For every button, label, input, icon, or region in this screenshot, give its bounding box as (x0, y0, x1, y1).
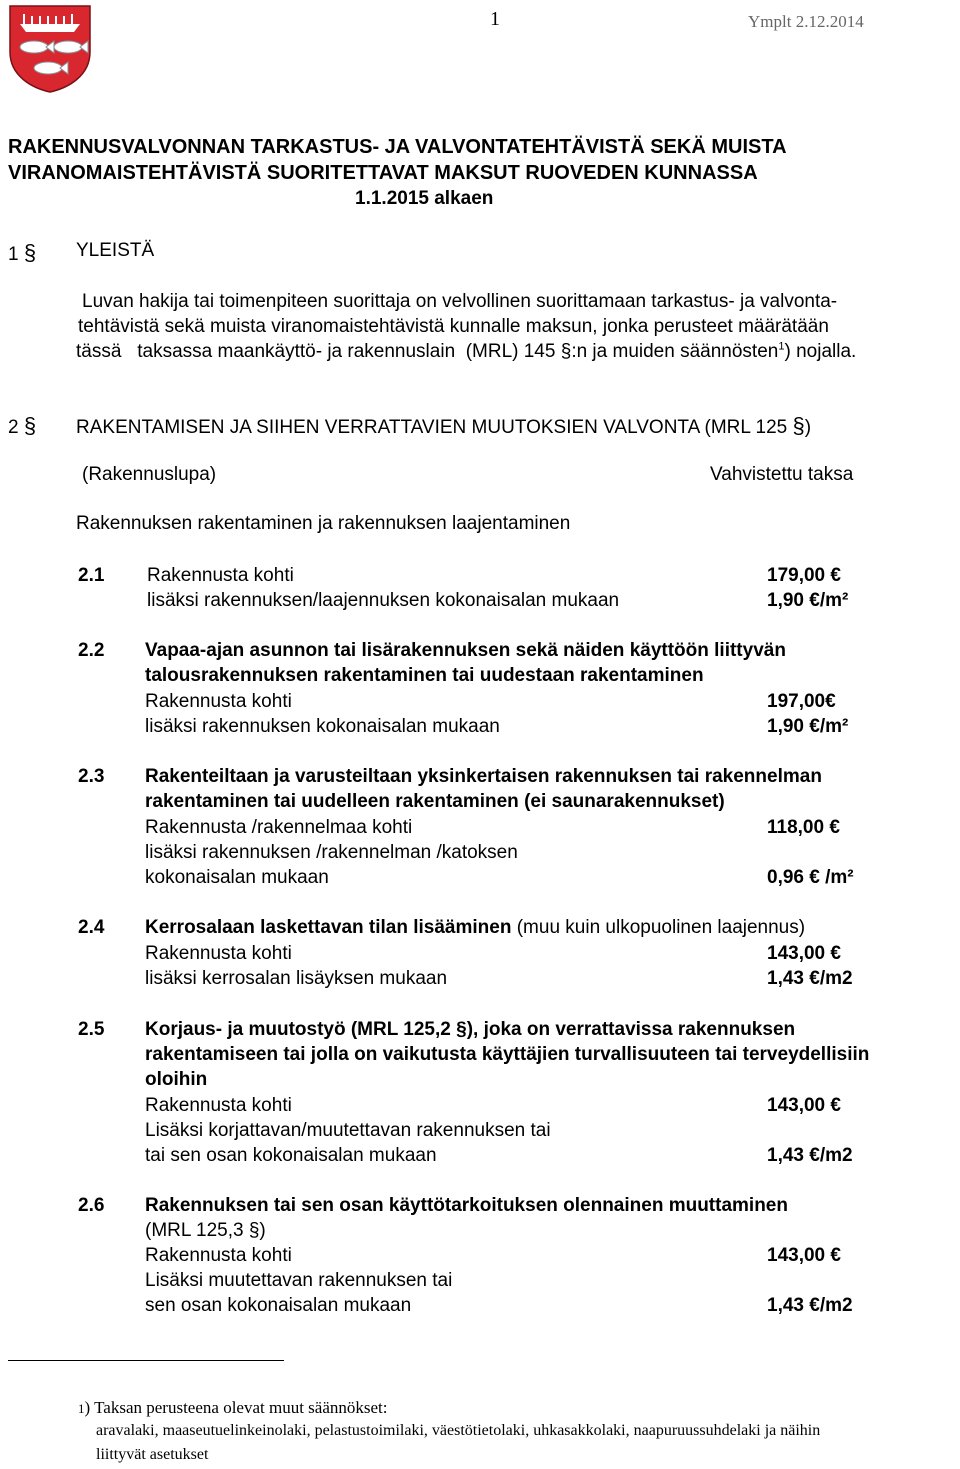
item-2-4-line-2: lisäksi kerrosalan lisäyksen mukaan (145, 968, 448, 989)
item-2-6-amount-3: 1,43 €/m2 (767, 1295, 853, 1316)
item-2-3-line-1: Rakennusta /rakennelmaa kohti (145, 817, 413, 838)
item-2-3-amount-3: 0,96 € /m² (767, 867, 854, 888)
page-number: 1 (490, 8, 500, 30)
item-2-4-line-1: Rakennusta kohti (145, 943, 292, 964)
item-2-6-line-1: Rakennusta kohti (145, 1245, 292, 1266)
item-2-1-number: 2.1 (78, 565, 105, 586)
section-1-paragraph-line-2: tehtävistä sekä muista viranomaistehtävistä kunnalle maksun, jonka perusteet määrätään (78, 316, 829, 337)
item-2-2-amount-1: 197,00€ (767, 691, 836, 712)
municipal-crest-logo (8, 4, 92, 94)
item-2-2-heading-1: Vapaa-ajan asunnon tai lisärakennuksen sekä näiden käyttöön liittyvän (145, 640, 786, 661)
footnote-title: 1) Taksan perusteena olevat muut säännökset: (78, 1398, 388, 1417)
item-2-2-line-2: lisäksi rakennuksen kokonaisalan mukaan (145, 716, 500, 737)
section-1-paragraph-line-3: tässä taksassa maankäyttö- ja rakennuslain (MRL) 145 §:n ja muiden säännösten$^1$) nojalla. (76, 340, 857, 362)
section-2-heading: RAKENTAMISEN JA SIIHEN VERRATTAVIEN MUUTOKSIEN VALVONTA (MRL 125 §) (76, 413, 812, 438)
item-2-3-heading-2: rakentaminen tai uudelleen rakentaminen (ei saunarakennukset) (145, 791, 725, 812)
item-2-4-number: 2.4 (78, 917, 105, 938)
item-2-1-amount-2: 1,90 €/m² (767, 590, 849, 611)
item-2-6-line-3: sen osan kokonaisalan mukaan (145, 1295, 412, 1316)
document-title-line-3: 1.1.2015 alkaen (355, 188, 494, 209)
item-2-5-line-1: Rakennusta kohti (145, 1095, 292, 1116)
item-2-5-heading-2: rakentamiseen tai jolla on vaikutusta käyttäjien turvallisuuteen tai terveydellisiin (145, 1044, 870, 1065)
document-title-line-2: VIRANOMAISTEHTÄVISTÄ SUORITETTAVAT MAKSUT RUOVEDEN KUNNASSA (8, 162, 758, 184)
item-2-3-line-2: lisäksi rakennuksen /rakennelman /katoksen (145, 842, 518, 863)
footnote-line-2: liittyvät asetukset (96, 1446, 209, 1463)
rate-column-label: Vahvistettu taksa (710, 464, 854, 485)
item-2-3-amount-1: 118,00 € (767, 817, 840, 838)
section-1-paragraph-line-1: Luvan hakija tai toimenpiteen suorittaja on velvollinen suorittamaan tarkastus- ja valvonta- (82, 291, 838, 312)
item-2-2-heading-2: talousrakennuksen rakentaminen tai uudestaan rakentaminen (145, 665, 704, 686)
item-2-1-amount-1: 179,00 € (767, 565, 841, 586)
section-1-number: 1 § (8, 240, 37, 265)
item-2-1-line-1: Rakennusta kohti (147, 565, 294, 586)
item-2-6-amount-1: 143,00 € (767, 1245, 841, 1266)
item-2-6-heading-2: (MRL 125,3 §) (145, 1220, 266, 1241)
item-2-5-heading-3: oloihin (145, 1069, 208, 1090)
item-2-6-heading-1: Rakennuksen tai sen osan käyttötarkoituksen olennainen muuttaminen (145, 1195, 788, 1216)
item-2-5-amount-1: 143,00 € (767, 1095, 841, 1116)
item-2-1-line-2: lisäksi rakennuksen/laajennuksen kokonaisalan mukaan (147, 590, 620, 611)
item-2-6-line-2: Lisäksi muutettavan rakennuksen tai (145, 1270, 453, 1291)
document-date: Ymplt 2.12.2014 (748, 12, 864, 31)
item-2-3-line-3: kokonaisalan mukaan (145, 867, 329, 888)
section-2-number: 2 § (8, 413, 37, 438)
item-2-3-number: 2.3 (78, 766, 105, 787)
item-2-5-line-3: tai sen osan kokonaisalan mukaan (145, 1145, 437, 1166)
document-title-line-1: RAKENNUSVALVONNAN TARKASTUS- JA VALVONTATEHTÄVISTÄ SEKÄ MUISTA (8, 136, 787, 158)
section-2-subheading: Rakennuksen rakentaminen ja rakennuksen laajentaminen (76, 513, 571, 534)
item-2-2-line-1: Rakennusta kohti (145, 691, 292, 712)
item-2-5-number: 2.5 (78, 1019, 105, 1040)
item-2-4-heading: Kerrosalaan laskettavan tilan lisääminen (muu kuin ulkopuolinen laajennus) (145, 917, 806, 938)
item-2-6-number: 2.6 (78, 1195, 105, 1216)
item-2-4-amount-1: 143,00 € (767, 943, 841, 964)
item-2-2-amount-2: 1,90 €/m² (767, 716, 849, 737)
section-1-heading: YLEISTÄ (76, 240, 155, 261)
rakennuslupa-label: (Rakennuslupa) (82, 464, 217, 485)
item-2-5-amount-3: 1,43 €/m2 (767, 1145, 853, 1166)
footnote-divider (8, 1360, 284, 1361)
item-2-2-number: 2.2 (78, 640, 105, 661)
item-2-3-heading-1: Rakenteiltaan ja varusteiltaan yksinkertaisen rakennuksen tai rakennelman (145, 766, 822, 787)
item-2-5-line-2: Lisäksi korjattavan/muutettavan rakennuksen tai (145, 1120, 551, 1141)
footnote-line-1: aravalaki, maaseutuelinkeinolaki, pelastustoimilaki, väestötietolaki, uhkasakkolaki, naapuruussuhdelaki ja näihin (96, 1422, 821, 1439)
item-2-4-amount-2: 1,43 €/m2 (767, 968, 853, 989)
item-2-5-heading-1: Korjaus- ja muutostyö (MRL 125,2 §), joka on verrattavissa rakennuksen (145, 1019, 796, 1040)
